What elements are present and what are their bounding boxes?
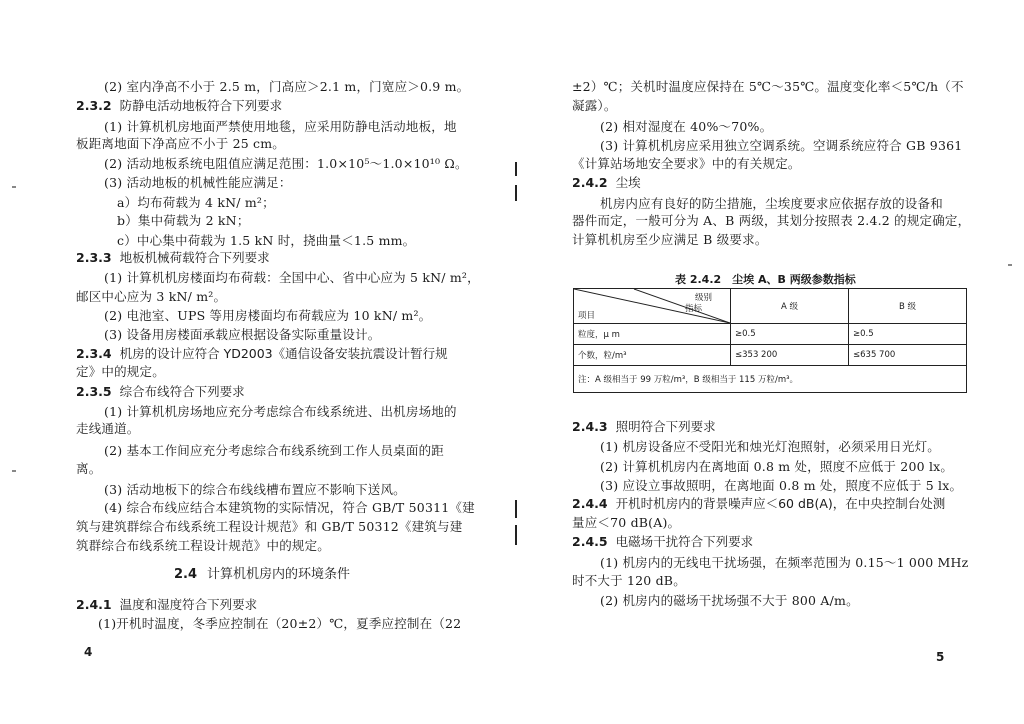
clause-text: 温度和湿度符合下列要求 (119, 597, 258, 612)
clause-heading (572, 496, 945, 512)
clause-number: 2.4.5 (572, 534, 608, 549)
text-line: (3) 活动地板的机械性能应满足： (104, 175, 292, 190)
clause-number: 2.3.3 (76, 250, 112, 265)
cell-b: ≤635 700 (849, 345, 967, 366)
text-line: (2) 活动地板系统电阻值应满足范围：1.0×10⁵～1.0×10¹⁰ Ω。 (104, 156, 468, 171)
text-line: 筑群综合布线系统工程设计规范》中的规定。 (76, 538, 331, 553)
text-line: 邮区中心应为 3 kN/ m²。 (76, 289, 227, 304)
clause-heading (76, 98, 282, 114)
row-label: 粒度，μ m (574, 324, 731, 345)
text-line: (3) 活动地板下的综合布线线槽布置应不影响下送风。 (104, 482, 406, 497)
right-page (512, 0, 1024, 724)
text-line: ±2）℃；关机时温度应保持在 5℃～35℃。温度变化率＜5℃/h（不 (572, 79, 964, 94)
text-line: 器件而定，一般可分为 A、B 两级，其划分按照表 2.4.2 的规定确定， (572, 213, 971, 228)
text-line: b）集中荷载为 2 kN； (117, 213, 250, 228)
scan-speck (12, 186, 16, 188)
text-line: c）中心集中荷载为 1.5 kN 时，挠曲量＜1.5 mm。 (117, 233, 416, 248)
table-title: 表 2.4.2 尘埃 A、B 两级参数指标 (675, 273, 856, 286)
column-header-b: B 级 (849, 289, 967, 324)
clause-heading (76, 346, 448, 362)
text-line: (2) 基本工作间应充分考虑综合布线系统到工作人员桌面的距 (104, 443, 444, 458)
clause-heading (76, 250, 270, 266)
text-line: 走线通道。 (76, 421, 140, 436)
page-number: 4 (84, 645, 93, 659)
text-line: (3) 计算机机房应采用独立空调系统。空调系统应符合 GB 9361 (600, 138, 963, 153)
clause-number: 2.4.4 (572, 496, 608, 511)
clause-text: 机房的设计应符合 YD2003《通信设备安装抗震设计暂行规 (119, 346, 448, 361)
page-number: 5 (936, 650, 945, 664)
section-number: 2.4 (174, 567, 198, 582)
clause-text: 地板机械荷载符合下列要求 (119, 250, 270, 265)
clause-number: 2.3.2 (76, 98, 112, 113)
text-line: (1) 计算机机房场地应充分考虑综合布线系统进、出机房场地的 (104, 404, 457, 419)
text-line: 板距离地面下净高应不小于 25 cm。 (76, 136, 286, 151)
dust-parameter-table (573, 288, 967, 393)
text-line: (3) 设备用房楼面承载应根据设备实际重量设计。 (104, 327, 381, 342)
clause-number: 2.4.2 (572, 175, 608, 190)
cell-b: ≥0.5 (849, 324, 967, 345)
text-line: (2) 电池室、UPS 等用房楼面均布荷载应为 10 kN/ m²。 (104, 308, 432, 323)
text-line: (1) 计算机机房楼面均布荷载：全国中心、省中心应为 5 kN/ m²， (104, 270, 480, 285)
clause-number: 2.3.5 (76, 384, 112, 399)
text-line: 凝露）。 (572, 98, 617, 113)
text-line: 筑与建筑群综合布线系统工程设计规范》和 GB/T 50312《建筑与建 (76, 519, 463, 534)
clause-heading (76, 597, 257, 613)
clause-heading (572, 534, 753, 550)
text-line: 离。 (76, 461, 102, 476)
table-row (574, 345, 967, 366)
text-line: 机房内应有良好的防尘措施，尘埃度要求应依据存放的设备和 (600, 196, 943, 211)
text-line: (4) 综合布线应结合本建筑物的实际情况，符合 GB/T 50311《建 (104, 500, 475, 515)
scan-speck (12, 470, 16, 472)
text-line: 量应＜70 dB(A)。 (572, 515, 681, 530)
clause-heading (76, 384, 245, 400)
text-line: (1)开机时温度，冬季应控制在（20±2）℃，夏季应控制在（22 (98, 616, 462, 631)
clause-text: 综合布线符合下列要求 (119, 384, 245, 399)
clause-number: 2.4.3 (572, 419, 608, 434)
text-line: 时不大于 120 dB。 (572, 573, 686, 588)
clause-text: 照明符合下列要求 (615, 419, 716, 434)
cell-a: ≤353 200 (731, 345, 849, 366)
text-line: (2) 计算机机房内在离地面 0.8 m 处，照度不应低于 200 lx。 (600, 459, 954, 474)
text-line: 定》中的规定。 (76, 364, 165, 379)
text-line: 计算机机房至少应满足 B 级要求。 (572, 232, 768, 247)
table-note: 注：A 级相当于 99 万粒/m³，B 级相当于 115 万粒/m³。 (574, 366, 967, 393)
text-line: a）均布荷载为 4 kN/ m²； (117, 195, 275, 210)
clause-heading (572, 175, 641, 191)
section-text: 计算机机房内的环境条件 (207, 567, 351, 582)
clause-text: 电磁场干扰符合下列要求 (615, 534, 754, 549)
text-line: (2) 室内净高不小于 2.5 m，门高应＞2.1 m，门宽应＞0.9 m。 (104, 79, 470, 94)
row-label: 个数，粒/m³ (574, 345, 731, 366)
column-header-a: A 级 (731, 289, 849, 324)
text-line: (2) 机房内的磁场干扰场强不大于 800 A/m。 (600, 593, 859, 608)
text-line: (1) 机房内的无线电干扰场强，在频率范围为 0.15～1 000 MHz (600, 555, 969, 570)
clause-text: 开机时机房内的背景噪声应＜60 dB(A)，在中央控制台处测 (615, 496, 946, 511)
text-line: (2) 相对湿度在 40%～70%。 (600, 119, 773, 134)
clause-text: 尘埃 (615, 175, 641, 190)
table-note-row (574, 366, 967, 393)
table-row (574, 324, 967, 345)
corner-label-item: 项目 (578, 311, 596, 321)
text-line: 《计算站场地安全要求》中的有关规定。 (572, 156, 801, 171)
corner-label-level: 级别 (694, 293, 712, 303)
clause-text: 防静电活动地板符合下列要求 (119, 98, 283, 113)
clause-number: 2.3.4 (76, 346, 112, 361)
text-line: (1) 计算机机房地面严禁使用地毯，应采用防静电活动地板，地 (104, 119, 457, 134)
text-line: (3) 应设立事故照明，在离地面 0.8 m 处，照度不应低于 5 lx。 (600, 478, 963, 493)
clause-number: 2.4.1 (76, 597, 112, 612)
table-corner-header (574, 289, 731, 324)
section-title (174, 567, 350, 583)
text-line: (1) 机房设备应不受阳光和烛光灯泡照射，必须采用日光灯。 (600, 439, 940, 454)
cell-a: ≥0.5 (731, 324, 849, 345)
clause-heading (572, 419, 716, 435)
corner-label-index: 指标 (684, 304, 702, 314)
